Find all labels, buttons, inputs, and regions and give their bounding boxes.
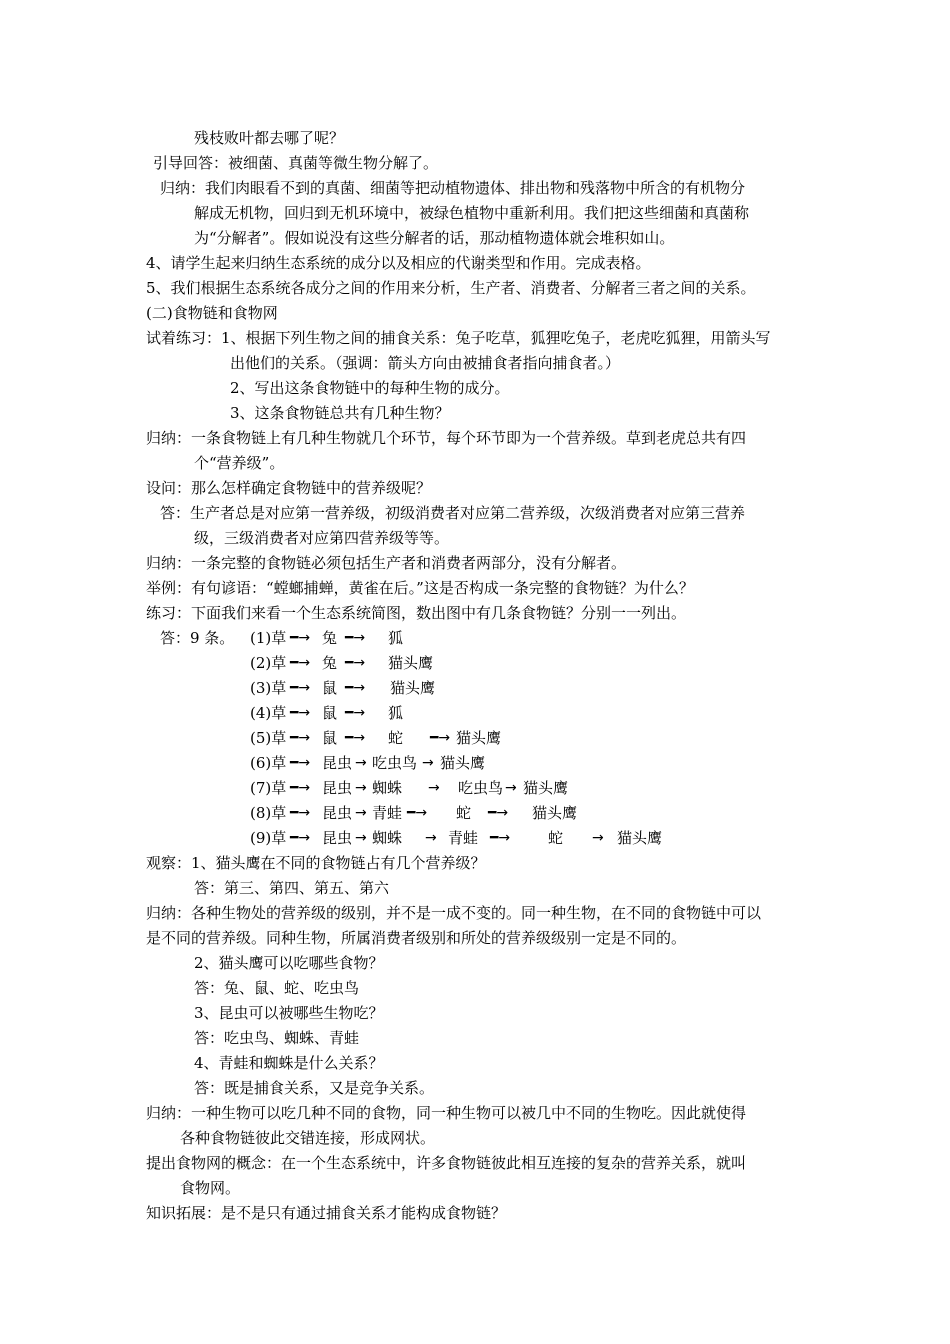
chain-node: 昆虫: [322, 804, 353, 822]
text-line: 举例：有句谚语：“螳螂捕蝉，黄雀在后。”这是否构成一条完整的食物链？为什么？: [146, 579, 694, 597]
chain-node: (2)草: [250, 654, 287, 672]
arrow-icon: ━→: [345, 705, 366, 721]
chain-node: 吃虫鸟: [458, 779, 504, 797]
arrow-icon: ━→: [490, 830, 511, 846]
arrow-icon: ━→: [290, 755, 311, 771]
text-line: 答：生产者总是对应第一营养级，初级消费者对应第二营养级，次级消费者对应第三营养: [160, 504, 746, 522]
chain-node: 鼠: [322, 679, 338, 697]
text-line: 残枝败叶都去哪了呢？: [194, 129, 345, 147]
text-line: 提出食物网的概念：在一个生态系统中，许多食物链彼此相互连接的复杂的营养关系，就叫: [146, 1154, 747, 1172]
chain-node: (3)草: [250, 679, 287, 697]
text-line: 练习：下面我们来看一个生态系统简图，数出图中有几条食物链？分别一一列出。: [146, 604, 687, 622]
chain-node: 猫头鹰: [456, 729, 502, 747]
text-line: 级，三级消费者对应第四营养级等等。: [194, 529, 450, 547]
text-line: 答：兔、鼠、蛇、吃虫鸟: [194, 979, 360, 997]
chain-node: 蛇: [456, 804, 472, 822]
text-line: 解成无机物，回归到无机环境中，被绿色植物中重新利用。我们把这些细菌和真菌称: [194, 204, 750, 222]
arrow-icon: ━→: [430, 730, 451, 746]
arrow-icon: ━→: [290, 730, 311, 746]
section-heading: (二)食物链和食物网: [146, 304, 278, 322]
chain-node: 狐: [388, 629, 404, 647]
chain-node: 青蛙: [372, 804, 403, 822]
arrow-icon: ━→: [290, 805, 311, 821]
arrow-icon: ━→: [290, 780, 311, 796]
chain-node: (8)草: [250, 804, 287, 822]
text-line: 设问：那么怎样确定食物链中的营养级呢？: [146, 479, 432, 497]
text-line: 4、请学生起来归纳生态系统的成分以及相应的代谢类型和作用。完成表格。: [146, 254, 651, 272]
chain-node: 蛇: [548, 829, 564, 847]
text-line: 2、写出这条食物链中的每种生物的成分。: [230, 379, 510, 397]
chain-node: (9)草: [250, 829, 287, 847]
text-line: 食物网。: [180, 1179, 241, 1197]
text-line: 出他们的关系。（强调：箭头方向由被捕食者指向捕食者。）: [230, 354, 621, 372]
text-line: 知识拓展：是不是只有通过捕食关系才能构成食物链？: [146, 1204, 507, 1222]
text-line: 2、猫头鹰可以吃哪些食物？: [194, 954, 384, 972]
arrow-icon: ━→: [290, 680, 311, 696]
chain-node: (7)草: [250, 779, 287, 797]
arrow-icon: →: [355, 830, 367, 846]
chain-answer-prefix: 答：9 条。: [160, 629, 235, 647]
chain-node: 鼠: [322, 729, 338, 747]
text-line: 引导回答：被细菌、真菌等微生物分解了。: [153, 154, 439, 172]
arrow-icon: →: [355, 780, 367, 796]
arrow-icon: ━→: [290, 630, 311, 646]
text-line: 试着练习：1、根据下列生物之间的捕食关系：兔子吃草，狐狸吃兔子，老虎吃狐狸，用箭头写: [146, 329, 771, 347]
chain-node: 昆虫: [322, 754, 353, 772]
chain-node: 猫头鹰: [523, 779, 569, 797]
arrow-icon: ━→: [290, 705, 311, 721]
chain-node: 蜘蛛: [372, 779, 403, 797]
arrow-icon: ━→: [407, 805, 428, 821]
arrow-icon: ━→: [290, 655, 311, 671]
chain-node: 蜘蛛: [372, 829, 403, 847]
chain-node: 兔: [322, 629, 338, 647]
arrow-icon: ━→: [345, 630, 366, 646]
arrow-icon: ━→: [488, 805, 509, 821]
arrow-icon: →: [425, 830, 437, 846]
chain-node: 猫头鹰: [617, 829, 663, 847]
chain-node: 猫头鹰: [532, 804, 578, 822]
chain-node: (5)草: [250, 729, 287, 747]
text-line: 归纳：我们肉眼看不到的真菌、细菌等把动植物遗体、排出物和残落物中所含的有机物分: [160, 179, 746, 197]
text-line: 答：吃虫鸟、蜘蛛、青蛙: [194, 1029, 360, 1047]
text-line: 归纳：各种生物处的营养级的级别，并不是一成不变的。同一种生物，在不同的食物链中可以: [146, 904, 762, 922]
text-line: 是不同的营养级。同种生物，所属消费者级别和所处的营养级级别一定是不同的。: [146, 929, 687, 947]
arrow-icon: ━→: [345, 730, 366, 746]
arrow-icon: ━→: [290, 830, 311, 846]
chain-node: 昆虫: [322, 779, 353, 797]
chain-node: 猫头鹰: [440, 754, 486, 772]
text-line: 个“营养级”。: [194, 454, 285, 472]
chain-node: 青蛙: [448, 829, 479, 847]
arrow-icon: →: [592, 830, 604, 846]
text-line: 归纳：一条完整的食物链必须包括生产者和消费者两部分，没有分解者。: [146, 554, 627, 572]
text-line: 为“分解者”。假如说没有这些分解者的话，那动植物遗体就会堆积如山。: [194, 229, 675, 247]
chain-node: (6)草: [250, 754, 287, 772]
arrow-icon: →: [355, 755, 367, 771]
text-line: 答：第三、第四、第五、第六: [194, 879, 390, 897]
text-line: 各种食物链彼此交错连接，形成网状。: [180, 1129, 436, 1147]
text-line: 答：既是捕食关系，又是竞争关系。: [194, 1079, 435, 1097]
chain-node: 猫头鹰: [390, 679, 436, 697]
text-line: 4、青蛙和蜘蛛是什么关系？: [194, 1054, 384, 1072]
chain-node: 吃虫鸟: [372, 754, 418, 772]
text-line: 归纳：一种生物可以吃几种不同的食物，同一种生物可以被几中不同的生物吃。因此就使得: [146, 1104, 747, 1122]
arrow-icon: →: [505, 780, 517, 796]
text-line: 观察：1、猫头鹰在不同的食物链占有几个营养级？: [146, 854, 486, 872]
arrow-icon: →: [355, 805, 367, 821]
chain-node: 兔: [322, 654, 338, 672]
chain-node: 狐: [388, 704, 404, 722]
chain-node: 蛇: [388, 729, 404, 747]
arrow-icon: →: [428, 780, 440, 796]
text-line: 5、我们根据生态系统各成分之间的作用来分析，生产者、消费者、分解者三者之间的关系。: [146, 279, 756, 297]
text-line: 3、这条食物链总共有几种生物？: [230, 404, 450, 422]
text-line: 3、昆虫可以被哪些生物吃？: [194, 1004, 384, 1022]
arrow-icon: ━→: [345, 680, 366, 696]
chain-node: 昆虫: [322, 829, 353, 847]
chain-node: (1)草: [250, 629, 287, 647]
text-line: 归纳：一条食物链上有几种生物就几个环节，每个环节即为一个营养级。草到老虎总共有四: [146, 429, 747, 447]
arrow-icon: ━→: [345, 655, 366, 671]
chain-node: 猫头鹰: [388, 654, 434, 672]
chain-node: (4)草: [250, 704, 287, 722]
arrow-icon: →: [422, 755, 434, 771]
chain-node: 鼠: [322, 704, 338, 722]
